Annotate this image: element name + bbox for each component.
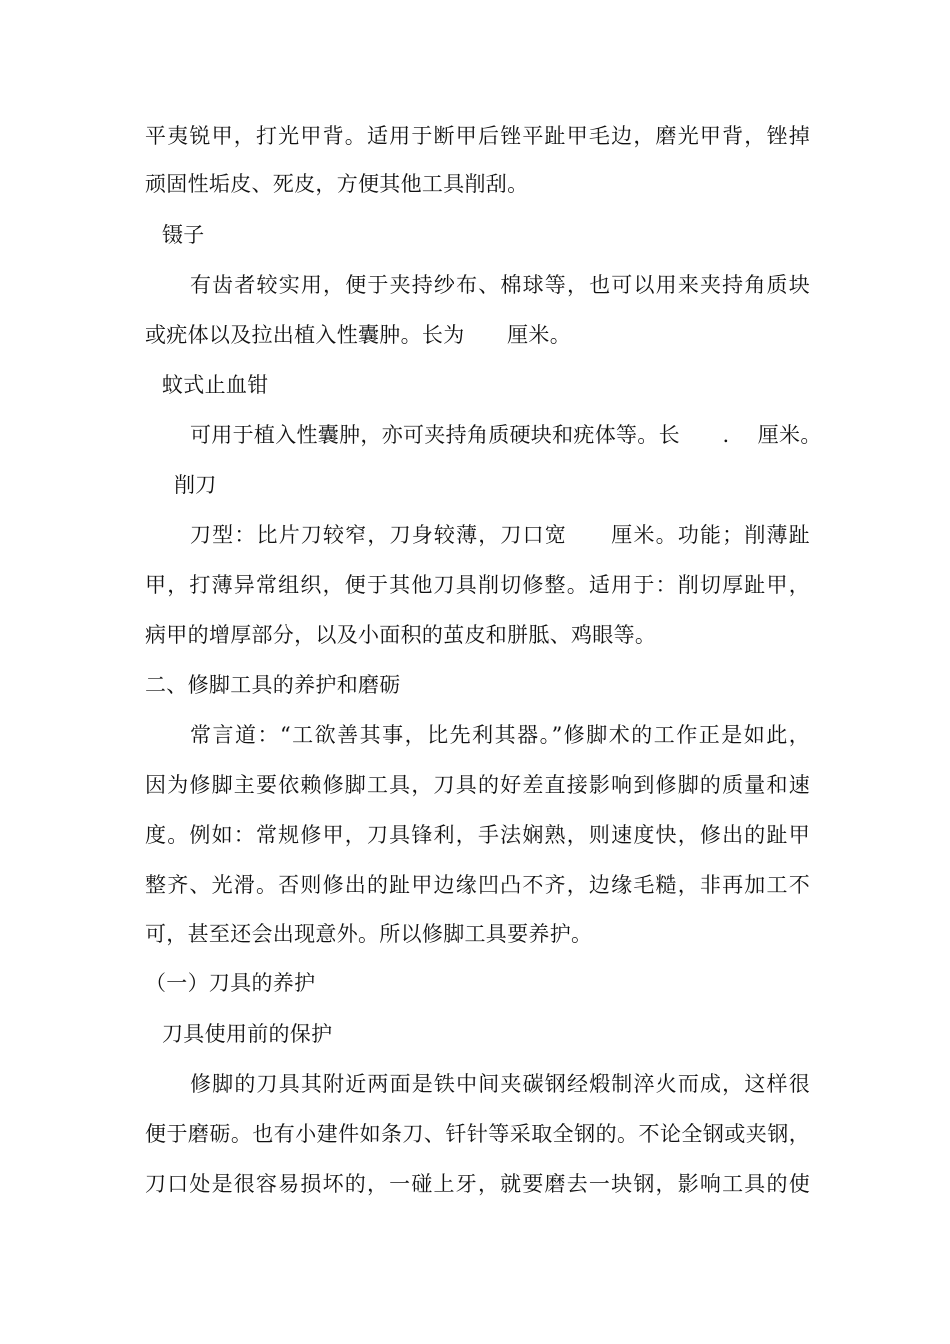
- paragraph-line: 可，甚至还会出现意外。所以修脚工具要养护。: [145, 922, 593, 946]
- paragraph-line: 刀口处是很容易损坏的，一碰上牙，就要磨去一块钢，影响工具的使: [145, 1172, 810, 1196]
- section-heading: 二、修脚工具的养护和磨砺: [145, 673, 401, 697]
- paragraph-line: 病甲的增厚部分，以及小面积的茧皮和胼胝、鸡眼等。: [145, 623, 657, 647]
- paragraph-line: 度。例如：常规修甲，刀具锋利，手法娴熟，则速度快，修出的趾甲: [145, 823, 810, 847]
- section-heading: 蚊式止血钳: [162, 373, 269, 397]
- section-heading: 镊子: [162, 223, 205, 247]
- section-heading: 削刀: [174, 473, 217, 497]
- paragraph-line: 平夷锐甲，打光甲背。适用于断甲后锉平趾甲毛边，磨光甲背，锉掉: [145, 124, 810, 148]
- paragraph-line: 或疣体以及拉出植入性囊肿。长为 厘米。: [145, 323, 571, 347]
- paragraph-line: 刀型：比片刀较窄，刀身较薄，刀口宽 厘米。功能；削薄趾: [190, 523, 810, 547]
- paragraph-line: 可用于植入性囊肿，亦可夹持角质硬块和疣体等。长 . 厘米。: [190, 423, 822, 447]
- paragraph-line: 因为修脚主要依赖修脚工具，刀具的好差直接影响到修脚的质量和速: [145, 773, 810, 797]
- paragraph-line: 便于磨砺。也有小建件如条刀、钎针等采取全钢的。不论全钢或夹钢，: [145, 1122, 810, 1146]
- paragraph-line: 顽固性垢皮、死皮，方便其他工具削刮。: [145, 172, 529, 196]
- section-heading: 刀具使用前的保护: [162, 1022, 333, 1046]
- paragraph-line: 整齐、光滑。否则修出的趾甲边缘凹凸不齐，边缘毛糙，非再加工不: [145, 873, 810, 897]
- section-heading: （一）刀具的养护: [145, 971, 316, 995]
- paragraph-line: 修脚的刀具其附近两面是铁中间夹碳钢经煅制淬火而成，这样很: [190, 1072, 810, 1096]
- paragraph-line: 甲，打薄异常组织，便于其他刀具削切修整。适用于：削切厚趾甲，: [145, 573, 810, 597]
- paragraph-line: 有齿者较实用，便于夹持纱布、棉球等，也可以用来夹持角质块: [190, 273, 810, 297]
- paragraph-line: 常言道：“工欲善其事，比先利其器。”修脚术的工作正是如此，: [190, 723, 810, 747]
